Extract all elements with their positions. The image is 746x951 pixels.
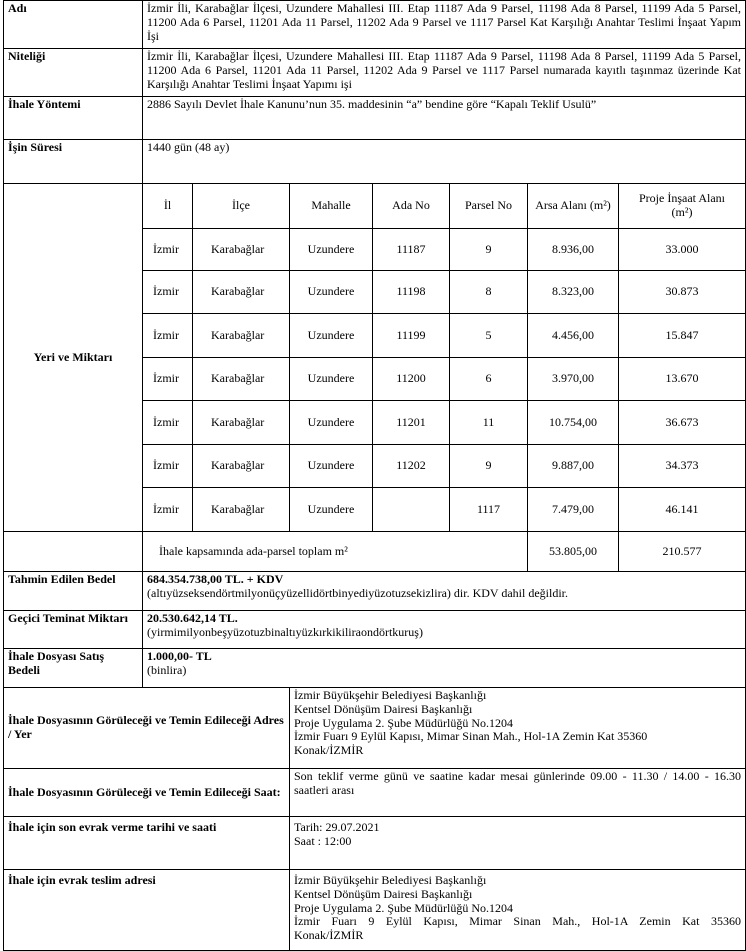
son-evrak-time: Saat : 12:00 [294, 833, 352, 848]
col-header-proje-alani: Proje İnşaat Alanı (m²) [639, 191, 725, 219]
cell-arsa-alani: 3.970,00 [552, 371, 594, 386]
total-proje: 210.577 [662, 543, 702, 558]
tahmin-text: (altıyüzseksendörtmilyonüçyüzellidörtbinyediyüzotuzsekizlira) dir. KDV dahil değildir. [147, 585, 569, 600]
cell-il: İzmir [153, 327, 179, 342]
cell-ilce: Karabağlar [211, 458, 265, 473]
son-evrak-value [290, 817, 745, 869]
tahmin-amount: 684.354.738,00 TL. + KDV [147, 572, 284, 586]
teminat-value [143, 611, 745, 648]
cell-ilce: Karabağlar [211, 284, 265, 299]
cell-parsel-no: 6 [485, 371, 492, 386]
dosya-bedeli-text: (binlira) [147, 662, 187, 677]
isin-suresi-label: İşin Süresi [8, 140, 63, 154]
dosya-saat-label: İhale Dosyasının Görüleceği ve Temin Edileceği Saat: [8, 784, 281, 799]
cell-arsa-alani: 8.323,00 [552, 284, 594, 299]
cell-ilce: Karabağlar [211, 371, 265, 386]
cell-arsa-alani: 7.479,00 [552, 501, 594, 516]
ihale-yontemi-value: 2886 Sayılı Devlet İhale Kanunu’nun 35. maddesinin “a” bendine göre “Kapalı Teklif Usulü” [147, 97, 597, 111]
cell-parsel-no: 11 [482, 414, 495, 429]
cell-mahalle: Uzundere [307, 327, 355, 342]
niteligi-value: İzmir İli, Karabağlar İlçesi, Uzundere Mahallesi III. Etap 11187 Ada 9 Parsel, 11198 Ada 8 Parsel, 11199 Ada 5 Parsel, 11200 Ada 6 Parsel, 11201 Ada 11 Parsel, 11202 Ada 9 Parsel ve 1117 Parsel numarada kayıtlı taşınmaz üzerinde Kat Karşılığı Anahtar Teslimi İnşaat Yapımı işi [147, 49, 741, 91]
cell-arsa-alani: 10.754,00 [549, 414, 597, 429]
teslim-adres-line: Proje Uygulama 2. Şube Müdürlüğü No.1204 [294, 900, 513, 915]
adi-label: Adı [8, 1, 27, 15]
cell-il: İzmir [153, 501, 179, 516]
cell-il: İzmir [153, 414, 179, 429]
cell-proje-alani: 34.373 [665, 458, 699, 473]
cell-mahalle: Uzundere [307, 241, 355, 256]
cell-mahalle: Uzundere [307, 458, 355, 473]
cell-arsa-alani: 9.887,00 [552, 458, 594, 473]
cell-parsel-no: 1117 [476, 501, 501, 516]
teslim-adres-line: Konak/İZMİR [294, 928, 364, 943]
dosya-adres-label: İhale Dosyasının Görüleceği ve Temin Edileceği Adres / Yer [8, 713, 284, 741]
dosya-bedeli-label: İhale Dosyası Satış Bedeli [8, 649, 105, 677]
col-header-parsel-no: Parsel No [465, 198, 512, 213]
cell-il: İzmir [153, 241, 179, 256]
son-evrak-date: Tarih: 29.07.2021 [294, 820, 380, 834]
total-arsa: 53.805,00 [549, 543, 597, 558]
teslim-adres-value [290, 870, 745, 950]
dosya-adres-line: Konak/İZMİR [294, 743, 364, 758]
teminat-amount: 20.530.642,14 TL. [147, 611, 238, 625]
cell-arsa-alani: 4.456,00 [552, 327, 594, 342]
yeri-label: Yeri ve Miktarı [33, 349, 113, 364]
cell-ada-no: 11201 [396, 414, 426, 429]
teslim-adres-label: İhale için evrak teslim adresi [8, 873, 156, 887]
cell-ilce: Karabağlar [211, 501, 265, 516]
cell-ilce: Karabağlar [211, 414, 265, 429]
dosya-bedeli-value [143, 649, 745, 687]
cell-ilce: Karabağlar [211, 241, 265, 256]
son-evrak-label: İhale için son evrak verme tarihi ve saati [8, 820, 217, 834]
tahmin-value [143, 572, 745, 610]
cell-parsel-no: 5 [485, 327, 492, 342]
cell-ilce: Karabağlar [211, 327, 265, 342]
cell-mahalle: Uzundere [307, 284, 355, 299]
total-label: İhale kapsamında ada-parsel toplam m² [159, 543, 348, 558]
cell-proje-alani: 13.670 [665, 371, 699, 386]
adi-value: İzmir İli, Karabağlar İlçesi, Uzundere Mahallesi III. Etap 11187 Ada 9 Parsel, 11198 Ada 8 Parsel, 11199 Ada 5 Parsel, 11200 Ada 6 Parsel, 11201 Ada 11 Parsel, 11202 Ada 9 Parsel ve 1117 Parsel Kat Karşılığı Anahtar Teslimi İnşaat Yapım İşi [147, 1, 741, 43]
col-header-il: İl [163, 198, 172, 213]
cell-ada-no [373, 488, 449, 531]
cell-proje-alani: 46.141 [665, 501, 699, 516]
cell-parsel-no: 8 [485, 284, 492, 299]
cell-proje-alani: 15.847 [665, 327, 699, 342]
cell-mahalle: Uzundere [307, 414, 355, 429]
ihale-yontemi-label: İhale Yöntemi [8, 97, 81, 111]
isin-suresi-value: 1440 gün (48 ay) [147, 140, 230, 154]
teslim-adres-line: İzmir Fuarı 9 Eylül Kapısı, Mimar Sinan Mah., Hol-1A Zemin Kat 35360 [294, 914, 741, 929]
cell-proje-alani: 36.673 [665, 414, 699, 429]
dosya-adres-line: İzmir Büyükşehir Belediyesi Başkanlığı [294, 688, 487, 702]
cell-parsel-no: 9 [485, 241, 492, 256]
col-header-ilce: İlçe [232, 198, 250, 213]
cell-mahalle: Uzundere [307, 501, 355, 516]
cell-mahalle: Uzundere [307, 371, 355, 386]
dosya-adres-line: İzmir Fuarı 9 Eylül Kapısı, Mimar Sinan Mah., Hol-1A Zemin Kat 35360 [294, 729, 648, 744]
cell-proje-alani: 33.000 [665, 241, 699, 256]
cell-il: İzmir [153, 371, 179, 386]
cell-ada-no: 11198 [396, 284, 426, 299]
cell-il: İzmir [153, 458, 179, 473]
teslim-adres-line: Kentsel Dönüşüm Dairesi Başkanlığı [294, 886, 473, 901]
cell-arsa-alani: 8.936,00 [552, 241, 594, 256]
dosya-adres-line: Kentsel Dönüşüm Dairesi Başkanlığı [294, 701, 473, 716]
col-header-arsa-alani: Arsa Alanı (m²) [535, 198, 611, 213]
col-header-ada-no: Ada No [392, 198, 430, 213]
cell-il: İzmir [153, 284, 179, 299]
cell-ada-no: 11187 [396, 241, 426, 256]
dosya-bedeli-amount: 1.000,00- TL [147, 649, 212, 663]
cell-ada-no: 11199 [396, 327, 426, 342]
cell-parsel-no: 9 [485, 458, 492, 473]
teminat-label: Geçici Teminat Miktarı [8, 611, 128, 625]
teslim-adres-line: İzmir Büyükşehir Belediyesi Başkanlığı [294, 873, 487, 887]
cell-ada-no: 11202 [396, 458, 426, 473]
dosya-adres-value [290, 688, 745, 768]
teminat-text: (yirmimilyonbeşyüzotuzbinaltıyüzkırkikiliraondörtkuruş) [147, 624, 423, 639]
cell-ada-no: 11200 [396, 371, 426, 386]
cell-proje-alani: 30.873 [665, 284, 699, 299]
niteligi-label: Niteliği [8, 49, 46, 63]
dosya-saat-value: Son teklif verme günü ve saatine kadar mesai günlerinde 09.00 - 11.30 / 14.00 - 16.30 saatleri arası [294, 769, 741, 797]
tahmin-label: Tahmin Edilen Bedel [8, 572, 116, 586]
col-header-mahalle: Mahalle [311, 198, 351, 213]
dosya-adres-line: Proje Uygulama 2. Şube Müdürlüğü No.1204 [294, 715, 513, 730]
